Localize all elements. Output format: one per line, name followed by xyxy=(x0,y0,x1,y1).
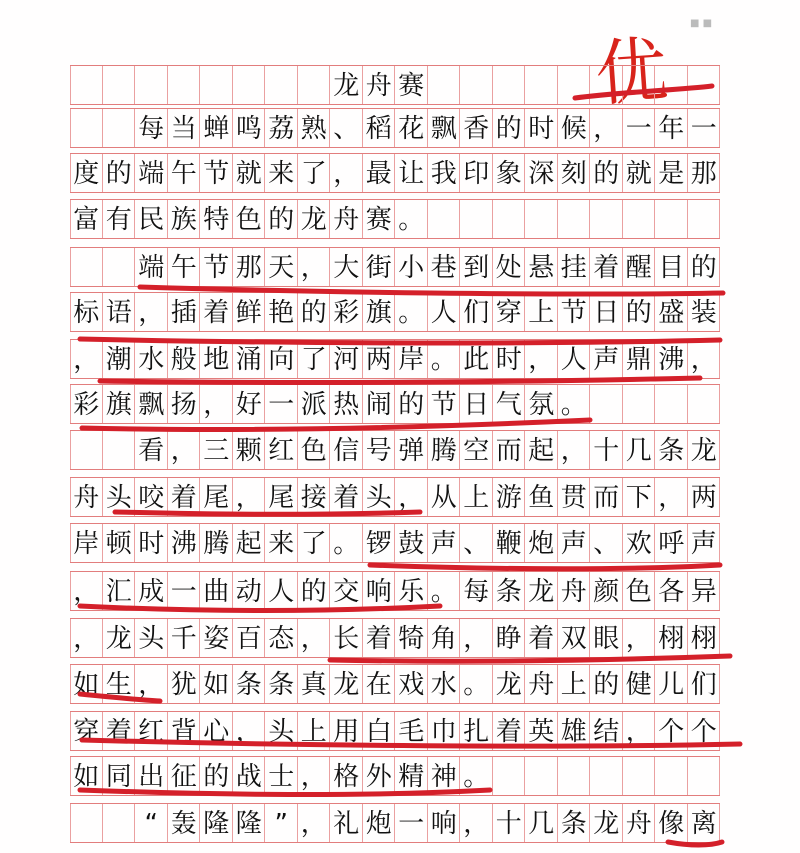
grid-row xyxy=(70,756,720,796)
line-text: 富 有 民 族 特 色 的 龙 舟 赛 。 xyxy=(73,205,425,235)
grid-row xyxy=(70,430,720,470)
line-text: 如 同 出 征 的 战 士 ， 格 外 精 神 。 xyxy=(73,762,490,792)
grid-row xyxy=(70,384,720,424)
grid-row xyxy=(70,618,720,658)
line-text: 穿 着 红 背 心 ， 头 上 用 白 毛 巾 扎 着 英 雄 结 ， 个 个 xyxy=(73,717,717,747)
grid-row xyxy=(70,153,720,193)
line-text: 看 ， 三 颗 红 色 信 号 弹 腾 空 而 起 ， 十 几 条 龙 xyxy=(138,436,717,466)
line-text: 端 午 节 那 天 ， 大 街 小 巷 到 处 悬 挂 着 醒 目 的 xyxy=(138,253,717,283)
line-text: 度 的 端 午 节 就 来 了 ， 最 让 我 印 象 深 刻 的 就 是 那 xyxy=(73,159,717,189)
grid-row xyxy=(70,571,720,611)
grid-row xyxy=(70,247,720,287)
grid-row xyxy=(70,664,720,704)
line-text: 彩 旗 飘 扬 ， 好 一 派 热 闹 的 节 日 气 氛 。 xyxy=(73,390,587,420)
grid-row xyxy=(70,292,720,332)
grid-row xyxy=(70,477,720,517)
line-text: 舟 头 咬 着 尾 ， 尾 接 着 头 ， 从 上 游 鱼 贯 而 下 ， 两 xyxy=(73,483,717,513)
grid-row xyxy=(70,523,720,563)
grid-row xyxy=(70,711,720,751)
grid-row xyxy=(70,339,720,379)
line-text: 岸 顿 时 沸 腾 起 来 了 。 锣 鼓 声 、 鞭 炮 声 、 欢 呼 声 xyxy=(73,529,717,559)
line-text: ， 潮 水 般 地 涌 向 了 河 两 岸 。 此 时 ， 人 声 鼎 沸 ， xyxy=(73,345,717,375)
line-text: 每 当 蝉 鸣 荔 熟 、 稻 花 飘 香 的 时 候 ， 一 年 一 xyxy=(138,114,717,144)
line-text: “ 轰 隆 隆 ” ， 礼 炮 一 响 ， 十 几 条 龙 舟 像 离 xyxy=(144,809,717,839)
grid-row xyxy=(70,803,720,843)
line-text: 龙 舟 赛 xyxy=(333,71,425,101)
underline-stroke xyxy=(370,565,720,569)
grid-row xyxy=(70,199,720,239)
line-text: 标 语 ， 插 着 鲜 艳 的 彩 旗 。 人 们 穿 上 节 日 的 盛 装 xyxy=(73,298,717,328)
line-text: ， 汇 成 一 曲 动 人 的 交 响 乐 。 每 条 龙 舟 颜 色 各 异 xyxy=(73,577,717,607)
grid-row xyxy=(70,65,720,105)
grade-mark: 优 xyxy=(592,27,671,117)
grid-row xyxy=(70,108,720,148)
corner-dots: ■ ■ xyxy=(690,18,713,29)
line-text: 如 生 ， 犹 如 条 条 真 龙 在 戏 水 。 龙 舟 上 的 健 儿 们 xyxy=(73,670,717,700)
line-text: ， 龙 头 千 姿 百 态 ， 长 着 犄 角 ， 睁 着 双 眼 ， 栩 栩 xyxy=(73,624,717,654)
